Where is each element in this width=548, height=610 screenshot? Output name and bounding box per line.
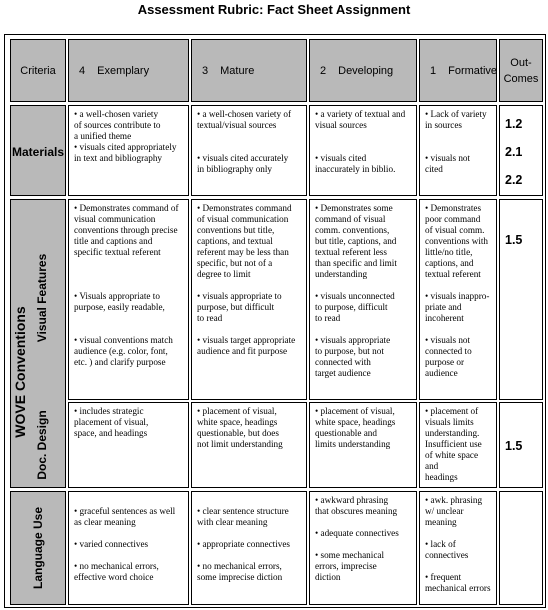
cell-line: visuals limits [425, 417, 474, 427]
cell-line: with clear meaning [197, 517, 268, 527]
cell-line: • visuals inappro- [425, 291, 490, 301]
cell-line [197, 280, 301, 291]
cell-line: understanding. [425, 428, 480, 438]
cell-line: • visuals cited accurately [197, 153, 289, 163]
cell-line: • graceful sentences as well [74, 506, 176, 516]
cell-line: in text and bibliography [74, 153, 163, 163]
cell-line: • a well-chosen variety of [197, 109, 292, 119]
cell-line: some imprecise diction [197, 572, 283, 582]
cell-line: little/no title, [425, 247, 473, 257]
cell-line: title and captions and [74, 236, 153, 246]
cell-line: than specific and limit [315, 258, 397, 268]
cell-line: diction [315, 572, 341, 582]
cell-line: incoherent [425, 313, 464, 323]
language-level-1-cell [419, 491, 497, 605]
cell-line [74, 550, 183, 561]
cell-line: • some mechanical [315, 550, 385, 560]
cell-line [197, 131, 301, 142]
materials-label: Materials [12, 145, 65, 159]
cell-line [74, 495, 183, 506]
cell-line: command of visual [315, 214, 386, 224]
cell-line: audience (e.g. color, font, [74, 346, 168, 356]
doc-level-1-cell [419, 402, 497, 488]
cell-line: specific textual referent [74, 247, 161, 257]
materials-level-1-cell [419, 105, 497, 196]
cell-line: comm. conventions, [315, 225, 390, 235]
header-level-2 [309, 39, 417, 102]
cell-line: • a well-chosen variety [74, 109, 159, 119]
cell-line [425, 131, 491, 142]
level-1-number: 1 [430, 64, 437, 77]
cell-line: • visuals unconnected [315, 291, 395, 301]
cell-line: not limit understanding [197, 439, 283, 449]
outcomes-label-line1: Out- [510, 56, 532, 69]
outcomes-label-line2: Comes [503, 72, 539, 85]
cell-line: • includes strategic [74, 406, 144, 416]
cell-line: • Demonstrates command [197, 203, 292, 213]
cell-line: of visual communication [197, 214, 289, 224]
cell-line: conventions with [425, 236, 489, 246]
cell-line: of visual comm. [425, 225, 485, 235]
cell-line [74, 313, 183, 324]
cell-line: errors, imprecise [315, 561, 377, 571]
cell-line [425, 324, 491, 335]
doc-level-3-cell [191, 402, 307, 488]
cell-line: as clear meaning [74, 517, 136, 527]
visual-level-1-cell [419, 199, 497, 400]
header-level-1 [419, 39, 497, 102]
materials-outcome-3: 2.2 [505, 173, 523, 187]
cell-line: effective word choice [74, 572, 154, 582]
cell-line [74, 280, 183, 291]
header-level-3 [191, 39, 307, 102]
cell-line: meaning [425, 517, 457, 527]
cell-line [74, 269, 183, 280]
cell-line: • visuals not [425, 335, 471, 345]
cell-line [197, 528, 301, 539]
language-outcomes-cell [499, 491, 543, 605]
cell-line: • visuals appropriate [315, 335, 391, 345]
language-use-label: Language Use [31, 506, 45, 590]
cell-line: connected with [315, 357, 371, 367]
header-outcomes [499, 39, 543, 102]
cell-line: • visuals target appropriate [197, 335, 296, 345]
materials-level-4-cell [68, 105, 189, 196]
cell-line: headings [425, 472, 458, 482]
cell-line [315, 131, 411, 142]
cell-line: • Demonstrates [425, 203, 482, 213]
cell-line: specific, but not of a [197, 258, 273, 268]
cell-line: • placement of visual, [197, 406, 277, 416]
cell-line [315, 280, 411, 291]
visual-features-label: Visual Features [35, 253, 49, 343]
cell-line: referent may be less than [197, 247, 289, 257]
cell-line: white space, headings [315, 417, 396, 427]
cell-line [425, 528, 491, 539]
cell-line [315, 142, 411, 153]
cell-line: • lack of [425, 539, 456, 549]
cell-line: • awk. phrasing [425, 495, 483, 505]
cell-line [425, 280, 491, 291]
cell-line: • placement of visual, [315, 406, 395, 416]
cell-line [74, 324, 183, 335]
level-4-label: Exemplary [97, 64, 150, 77]
cell-line: • visuals not [425, 153, 471, 163]
cell-line [197, 550, 301, 561]
language-level-3-cell [191, 491, 307, 605]
visual-outcome: 1.5 [505, 233, 523, 247]
level-4-number: 4 [79, 64, 86, 77]
cell-line: understanding [315, 269, 368, 279]
cell-line: textual referent [425, 269, 481, 279]
cell-line: conventions but title, [197, 225, 275, 235]
cell-line: conventions through precise [74, 225, 178, 235]
materials-outcome-2: 2.1 [505, 145, 523, 159]
cell-line [425, 142, 491, 153]
cell-line: purpose, but difficult [197, 302, 275, 312]
cell-line: purpose, easily readable, [74, 302, 165, 312]
cell-line: • awkward phrasing [315, 495, 389, 505]
cell-line: but title, captions, and [315, 236, 397, 246]
cell-line: textual referent less [315, 247, 387, 257]
level-3-number: 3 [202, 64, 209, 77]
cell-line: white space, headings [197, 417, 278, 427]
doc-level-2-cell [309, 402, 417, 488]
cell-line: • Visuals appropriate to [74, 291, 160, 301]
cell-line: • no mechanical errors, [74, 561, 159, 571]
header-criteria-label: Criteria [20, 64, 56, 77]
cell-line: visual sources [315, 120, 367, 130]
cell-line: cited [425, 164, 443, 174]
cell-line: • appropriate connectives [197, 539, 291, 549]
cell-line: questionable and [315, 428, 377, 438]
cell-line: to purpose, difficult [315, 302, 388, 312]
cell-line: to read [197, 313, 223, 323]
cell-line: audience and fit purpose [197, 346, 288, 356]
cell-line: textual/visual sources [197, 120, 277, 130]
cell-line: • visuals cited appropriately [74, 142, 177, 152]
cell-line: of sources contribute to [74, 120, 161, 130]
cell-line [425, 561, 491, 572]
cell-line: priate and [425, 302, 462, 312]
cell-line: inaccurately in biblio. [315, 164, 396, 174]
cell-line: captions, and textual [197, 236, 273, 246]
cell-line: • a variety of textual and [315, 109, 406, 119]
cell-line: poor command [425, 214, 481, 224]
cell-line: of white space and [425, 450, 479, 471]
visual-level-4-cell [68, 199, 189, 400]
cell-line: • adequate connectives [315, 528, 399, 538]
cell-line [197, 495, 301, 506]
cell-line: Insufficient use [425, 439, 482, 449]
materials-outcome-1: 1.2 [505, 117, 523, 131]
cell-line: target audience [315, 368, 371, 378]
cell-line: • visuals cited [315, 153, 367, 163]
cell-line: captions, and [425, 258, 474, 268]
cell-line: • varied connectives [74, 539, 149, 549]
cell-line [315, 517, 411, 528]
visual-level-2-cell [309, 199, 417, 400]
level-3-label: Mature [220, 64, 255, 77]
wove-conventions-label: WOVE Conventions [12, 306, 28, 438]
doc-design-label: Doc. Design [35, 410, 49, 480]
cell-line: • placement of [425, 406, 479, 416]
cell-line: audience [425, 368, 458, 378]
cell-line: visual communication [74, 214, 156, 224]
cell-line: limits understanding [315, 439, 391, 449]
cell-line: questionable, but does [197, 428, 279, 438]
cell-line: to read [315, 313, 341, 323]
header-criteria [10, 39, 66, 102]
cell-line: to purpose, but not [315, 346, 384, 356]
cell-line: • frequent [425, 572, 462, 582]
materials-level-3-cell [191, 105, 307, 196]
cell-line: degree to limit [197, 269, 251, 279]
cell-line [74, 258, 183, 269]
cell-line: a unified theme [74, 131, 132, 141]
cell-line [315, 539, 411, 550]
header-level-4 [68, 39, 189, 102]
cell-line: • Demonstrates command of [74, 203, 179, 213]
cell-line [74, 528, 183, 539]
cell-line: placement of visual, [74, 417, 149, 427]
cell-line: • Demonstrates some [315, 203, 393, 213]
cell-line: in sources [425, 120, 462, 130]
cell-line: etc. ) and clarify purpose [74, 357, 166, 367]
cell-line: connected to [425, 346, 472, 356]
level-2-number: 2 [320, 64, 327, 77]
level-2-label: Developing [338, 64, 394, 77]
cell-line: in bibliography only [197, 164, 273, 174]
cell-line: • visuals appropriate to [197, 291, 282, 301]
cell-line: • no mechanical errors, [197, 561, 282, 571]
page-title: Assessment Rubric: Fact Sheet Assignment [137, 2, 411, 17]
level-1-label: Formative [448, 64, 498, 77]
cell-line [197, 324, 301, 335]
cell-line [315, 324, 411, 335]
cell-line: space, and headings [74, 428, 148, 438]
cell-line: mechanical errors [425, 583, 491, 593]
doc-level-4-cell [68, 402, 189, 488]
language-level-4-cell [68, 491, 189, 605]
cell-line: connectives [425, 550, 469, 560]
cell-line: • clear sentence structure [197, 506, 289, 516]
cell-line: • visual conventions match [74, 335, 173, 345]
materials-level-2-cell [309, 105, 417, 196]
cell-line: • Lack of variety [425, 109, 487, 119]
visual-level-3-cell [191, 199, 307, 400]
language-level-2-cell [309, 491, 417, 605]
cell-line: w/ unclear [425, 506, 464, 516]
cell-line [197, 142, 301, 153]
visual-outcomes-cell [499, 199, 543, 400]
cell-line: that obscures meaning [315, 506, 398, 516]
cell-line: purpose or [425, 357, 465, 367]
doc-outcome: 1.5 [505, 439, 523, 453]
